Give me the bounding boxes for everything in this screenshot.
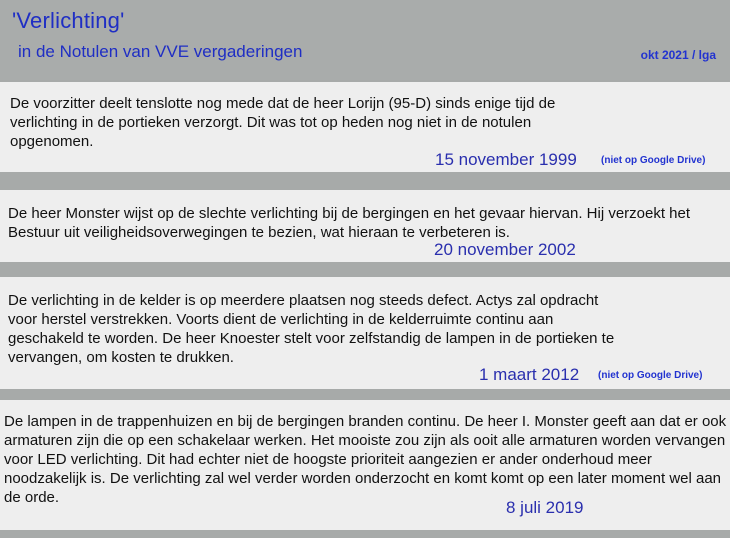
entry-date: 8 juli 2019 [506,498,584,517]
entry-date: 1 maart 2012 [479,365,580,384]
entry-text: De lampen in de trappenhuizen en bij de bergingen branden continu. De heer I. Monster geeft aan dat er ook armaturen zijn die op een schakelaar werken. Het mooiste zou zijn als ooit alle armaturen worden vervangen voor LED verlichting. Dit had echter niet de hoogste prioriteit aangezien er ander onderhoud meer noodzakelijk is. De verlichting zal wel verder worden onderzocht en komt komt op een later moment wel aan de orde. [4,413,727,506]
minutes-entry-1999 [0,82,730,172]
entry-note: (niet op Google Drive) [601,155,706,166]
page-title: 'Verlichting' [12,8,125,33]
entry-note: (niet op Google Drive) [598,370,703,381]
page-subtitle: in de Notulen van VVE vergaderingen [18,42,303,61]
minutes-entry-2012 [0,277,730,389]
entry-text: De voorzitter deelt tenslotte nog mede dat de heer Lorijn (95-D) sinds enige tijd de verlichting in de portieken verzorgt. Dit was tot op heden nog niet in de notulen opgenomen. [10,95,556,150]
entry-date: 15 november 1999 [435,150,577,169]
entry-date: 20 november 2002 [434,240,576,259]
minutes-entry-2019 [0,400,730,530]
page-header [0,0,730,80]
entry-text: De verlichting in de kelder is op meerdere plaatsen nog steeds defect. Actys zal opdracht voor herstel verstrekken. Voorts dient de verlichting in de kelderruimte continu aan geschakeld te worden. De heer Knoester stelt voor zelfstandig de lampen in de portieken te vervangen, om kosten te drukken. [8,292,615,366]
author-credit: okt 2021 / lga [640,48,716,62]
entry-text: De heer Monster wijst op de slechte verlichting bij de bergingen en het gevaar hiervan. Hij verzoekt het Bestuur uit veiligheidsoverwegingen te bezien, wat hieraan te verbeteren is. [8,205,691,241]
minutes-entry-2002 [0,190,730,262]
